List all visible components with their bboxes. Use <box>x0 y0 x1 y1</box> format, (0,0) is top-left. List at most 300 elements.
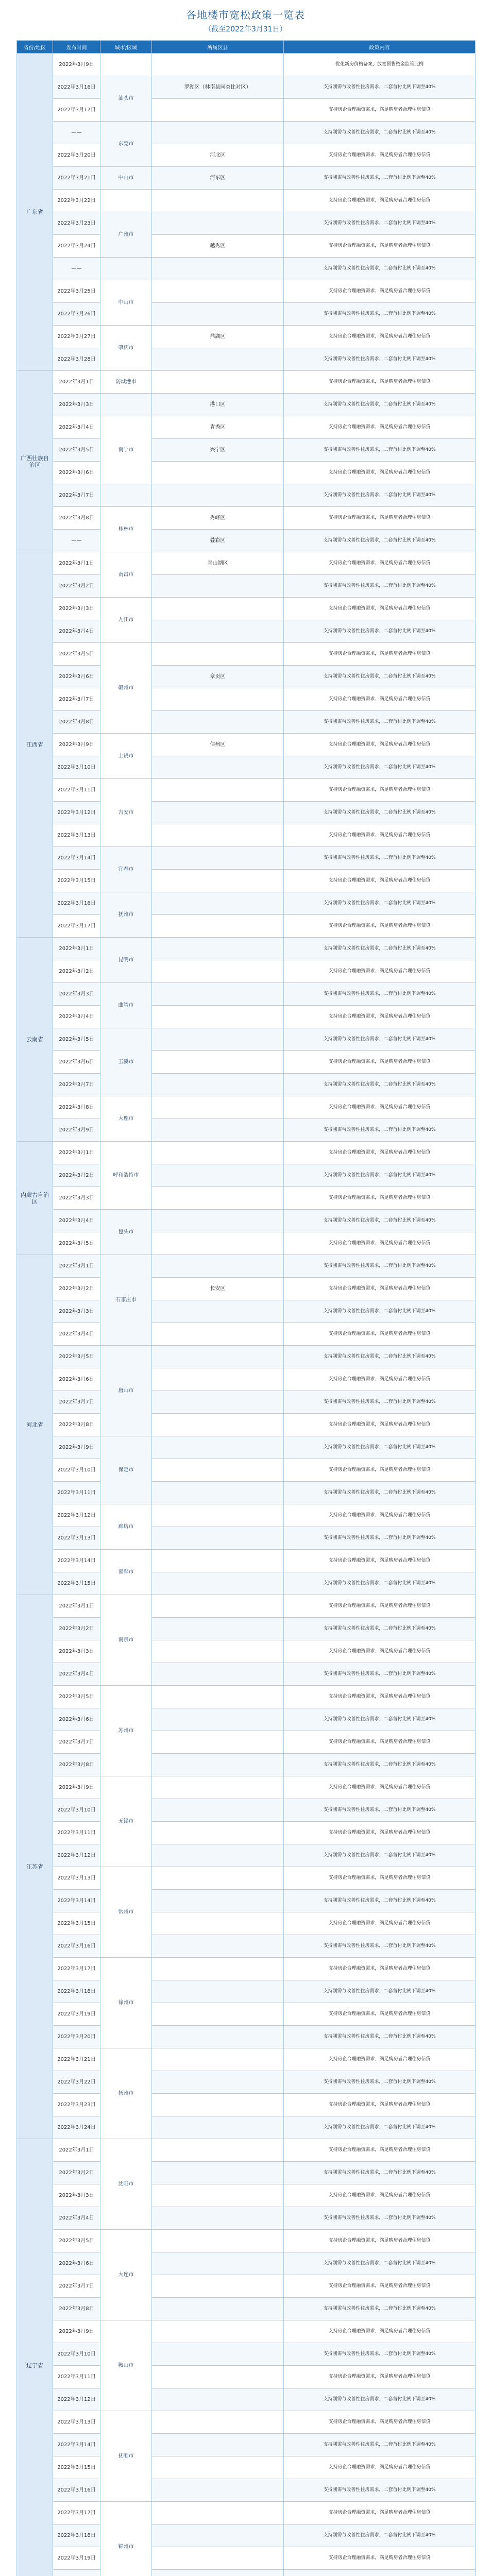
date-cell: 2022年3月16日 <box>53 1935 100 1958</box>
district-cell: 秀峰区 <box>152 507 284 530</box>
city-cell: 桂林市 <box>100 507 152 552</box>
date-cell: 2022年3月4日 <box>53 1323 100 1346</box>
date-cell: 2022年3月6日 <box>53 1051 100 1074</box>
table-row <box>17 552 476 575</box>
district-cell <box>152 2502 284 2524</box>
city-cell: 扬州市 <box>100 2048 152 2139</box>
content-cell: 支持刚需与改善性住房需求，二套首付比例下调至40% <box>284 76 476 99</box>
district-cell <box>152 371 284 394</box>
date-cell: 2022年3月5日 <box>53 439 100 462</box>
date-cell: 2022年3月27日 <box>53 326 100 348</box>
district-cell <box>152 960 284 983</box>
table-row <box>17 1731 476 1754</box>
table-row <box>17 1232 476 1255</box>
content-cell: 支持刚需与改善性住房需求，二套首付比例下调至40% <box>284 1663 476 1686</box>
district-cell <box>152 1504 284 1527</box>
title-block <box>0 0 491 40</box>
date-cell: 2022年3月5日 <box>53 2230 100 2252</box>
content-cell: 支持刚需与改善性住房需求，二套首付比例下调至40% <box>284 802 476 824</box>
district-cell <box>152 1776 284 1799</box>
header-content: 政策内容 <box>284 41 476 54</box>
date-cell: 2022年3月12日 <box>53 802 100 824</box>
table-row <box>17 2434 476 2456</box>
date-cell: 2022年3月3日 <box>53 1300 100 1323</box>
date-cell: 2022年3月7日 <box>53 1074 100 1096</box>
date-cell: 2022年3月24日 <box>53 2116 100 2139</box>
content-cell: 支持房企合理融资需求，满足购房者合理住房信贷 <box>284 2320 476 2343</box>
content-cell: 支持房企合理融资需求，满足购房者合理住房信贷 <box>284 824 476 847</box>
content-cell: 支持刚需与改善性住房需求，二套首付比例下调至40% <box>284 2116 476 2139</box>
date-cell: 2022年3月9日 <box>53 1776 100 1799</box>
content-cell: 支持房企合理融资需求，满足购房者合理住房信贷 <box>284 326 476 348</box>
content-cell: 支持刚需与改善性住房需求，二套首付比例下调至40% <box>284 892 476 915</box>
district-cell <box>152 1119 284 1142</box>
province-cell: 河北省 <box>17 1255 53 1595</box>
table-row <box>17 2048 476 2071</box>
table-row <box>17 326 476 348</box>
content-cell: 支持刚需与改善性住房需求，二套首付比例下调至40% <box>284 1618 476 1640</box>
district-cell <box>152 1436 284 1459</box>
district-cell: 越秀区 <box>152 235 284 258</box>
district-cell <box>152 1912 284 1935</box>
table-row <box>17 666 476 688</box>
date-cell: 2022年3月3日 <box>53 598 100 620</box>
content-cell <box>284 2570 476 2576</box>
table-row <box>17 1482 476 1504</box>
content-cell: 支持刚需与改善性住房需求，二套首付比例下调至40% <box>284 756 476 779</box>
content-cell: 支持刚需与改善性住房需求，二套首付比例下调至40% <box>284 983 476 1006</box>
content-cell: 支持房企合理融资需求，满足购房者合理住房信贷 <box>284 2139 476 2162</box>
date-cell: 2022年3月2日 <box>53 2162 100 2184</box>
content-cell: 支持刚需与改善性住房需求，二套首付比例下调至40% <box>284 2252 476 2275</box>
province-cell: 江西省 <box>17 552 53 938</box>
city-cell: 唐山市 <box>100 1346 152 1436</box>
date-cell: 2022年3月23日 <box>53 2094 100 2116</box>
content-cell: 支持房企合理融资需求，满足购房者合理住房信贷 <box>284 2502 476 2524</box>
district-cell <box>152 2116 284 2139</box>
district-cell <box>152 1527 284 1550</box>
date-cell: 2022年3月3日 <box>53 1187 100 1210</box>
table-row <box>17 2411 476 2434</box>
table-row <box>17 847 476 870</box>
district-cell <box>152 2434 284 2456</box>
district-cell <box>152 1142 284 1164</box>
city-cell: 南京市 <box>100 1595 152 1686</box>
content-cell: 支持刚需与改善性住房需求，二套首付比例下调至40% <box>284 1527 476 1550</box>
content-cell: 支持刚需与改善性住房需求，二套首付比例下调至40% <box>284 1300 476 1323</box>
content-cell: 支持房企合理融资需求，满足购房者合理住房信贷 <box>284 507 476 530</box>
district-cell <box>152 2298 284 2320</box>
table-row <box>17 462 476 484</box>
date-cell: 2022年3月1日 <box>53 552 100 575</box>
content-cell: 支持刚需与改善性住房需求，二套首付比例下调至40% <box>284 2479 476 2502</box>
date-cell: 2022年3月9日 <box>53 1119 100 1142</box>
district-cell <box>152 2184 284 2207</box>
table-row <box>17 1074 476 1096</box>
district-cell <box>152 2048 284 2071</box>
content-cell: 支持房企合理融资需求，满足购房者合理住房信贷 <box>284 1686 476 1708</box>
content-cell: 支持刚需与改善性住房需求，二套首付比例下调至40% <box>284 2071 476 2094</box>
content-cell: 支持房企合理融资需求，满足购房者合理住房信贷 <box>284 235 476 258</box>
date-cell: 2022年3月2日 <box>53 575 100 598</box>
table-row <box>17 1686 476 1708</box>
date-cell: 2022年3月15日 <box>53 870 100 892</box>
city-cell: 昆明市 <box>100 938 152 983</box>
content-cell: 支持刚需与改善性住房需求，二套首付比例下调至40% <box>284 1482 476 1504</box>
policy-table-wrap <box>16 40 475 2576</box>
table-row <box>17 1980 476 2003</box>
district-cell <box>152 2320 284 2343</box>
date-cell: 2022年3月15日 <box>53 1912 100 1935</box>
date-cell: 2022年3月1日 <box>53 1255 100 1278</box>
date-cell: 2022年3月24日 <box>53 235 100 258</box>
district-cell <box>152 2547 284 2570</box>
district-cell <box>152 1300 284 1323</box>
date-cell: 2022年3月6日 <box>53 1368 100 1391</box>
district-cell <box>152 575 284 598</box>
district-cell <box>152 1391 284 1414</box>
district-cell <box>152 2252 284 2275</box>
date-cell: 2022年3月12日 <box>53 2388 100 2411</box>
date-cell: 2022年3月7日 <box>53 688 100 711</box>
district-cell <box>152 1958 284 1980</box>
content-cell: 支持刚需与改善性住房需求，二套首付比例下调至40% <box>284 1890 476 1912</box>
district-cell <box>152 756 284 779</box>
city-cell <box>100 190 152 212</box>
city-cell: 九江市 <box>100 598 152 643</box>
city-cell: 南宁市 <box>100 416 152 484</box>
district-cell <box>152 2003 284 2026</box>
city-cell: 汕头市 <box>100 76 152 122</box>
table-row <box>17 1822 476 1844</box>
date-cell: 2022年3月1日 <box>53 2139 100 2162</box>
content-cell: 支持房企合理融资需求，满足购房者合理住房信贷 <box>284 2184 476 2207</box>
table-row <box>17 2003 476 2026</box>
date-cell: 2022年3月6日 <box>53 462 100 484</box>
district-cell <box>152 2570 284 2576</box>
content-cell: 支持房企合理融资需求，满足购房者合理住房信贷 <box>284 2366 476 2388</box>
table-row <box>17 394 476 416</box>
district-cell <box>152 1323 284 1346</box>
city-cell: 东莞市 <box>100 122 152 167</box>
content-cell: 支持房企合理融资需求，满足购房者合理住房信贷 <box>284 1504 476 1527</box>
table-row <box>17 371 476 394</box>
date-cell: 2022年3月3日 <box>53 2184 100 2207</box>
date-cell: 2022年3月11日 <box>53 1482 100 1504</box>
date-cell: 2022年3月12日 <box>53 1844 100 1867</box>
table-row <box>17 575 476 598</box>
date-cell: 2022年3月19日 <box>53 2547 100 2570</box>
content-cell: 支持房企合理融资需求，满足购房者合理住房信贷 <box>284 1867 476 1890</box>
district-cell <box>152 2388 284 2411</box>
table-row <box>17 938 476 960</box>
table-row <box>17 167 476 190</box>
date-cell: 2022年3月2日 <box>53 1164 100 1187</box>
header-district: 所属区县 <box>152 41 284 54</box>
city-cell <box>100 484 152 507</box>
content-cell: 支持房企合理融资需求，满足购房者合理住房信贷 <box>284 1595 476 1618</box>
content-cell: 支持房企合理融资需求，满足购房者合理住房信贷 <box>284 960 476 983</box>
table-row <box>17 688 476 711</box>
date-cell: 2022年3月1日 <box>53 1142 100 1164</box>
table-row <box>17 1368 476 1391</box>
table-row <box>17 892 476 915</box>
date-cell: 2022年3月20日 <box>53 2026 100 2048</box>
date-cell: 2022年3月5日 <box>53 1686 100 1708</box>
content-cell: 支持房企合理融资需求，满足购房者合理住房信贷 <box>284 870 476 892</box>
table-row <box>17 643 476 666</box>
district-cell <box>152 1890 284 1912</box>
date-cell: 2022年3月4日 <box>53 1006 100 1028</box>
city-cell: 无锡市 <box>100 1776 152 1867</box>
district-cell <box>152 303 284 326</box>
district-cell <box>152 1935 284 1958</box>
city-cell: 抚州市 <box>100 892 152 938</box>
table-row <box>17 1890 476 1912</box>
date-cell: 2022年3月11日 <box>53 779 100 802</box>
date-cell: 2022年3月10日 <box>53 756 100 779</box>
content-cell: 支持房企合理融资需求，满足购房者合理住房信贷 <box>284 552 476 575</box>
table-row <box>17 1527 476 1550</box>
table-row <box>17 190 476 212</box>
table-row <box>17 1187 476 1210</box>
district-cell <box>152 983 284 1006</box>
district-cell <box>152 1640 284 1663</box>
city-cell: 玉溪市 <box>100 1028 152 1096</box>
content-cell: 支持房企合理融资需求，满足购房者合理住房信贷 <box>284 1051 476 1074</box>
district-cell <box>152 1844 284 1867</box>
date-cell: 2022年3月16日 <box>53 76 100 99</box>
date-cell: 2022年3月16日 <box>53 892 100 915</box>
content-cell: 支持刚需与改善性住房需求，二套首付比例下调至40% <box>284 1346 476 1368</box>
content-cell: 支持刚需与改善性住房需求，二套首付比例下调至40% <box>284 847 476 870</box>
district-cell <box>152 1187 284 1210</box>
district-cell <box>152 1006 284 1028</box>
district-cell <box>152 484 284 507</box>
city-cell <box>100 54 152 76</box>
district-cell <box>152 2230 284 2252</box>
content-cell: 支持刚需与改善性住房需求，二套首付比例下调至40% <box>284 1708 476 1731</box>
district-cell: 青秀区 <box>152 416 284 439</box>
date-cell: 2022年3月2日 <box>53 1278 100 1300</box>
content-cell: 支持房企合理融资需求，满足购房者合理住房信贷 <box>284 1776 476 1799</box>
date-cell: 2022年3月16日 <box>53 2479 100 2502</box>
district-cell: 河北区 <box>152 144 284 167</box>
city-cell: 吉安市 <box>100 779 152 847</box>
date-cell: 2022年3月14日 <box>53 847 100 870</box>
content-cell: 支持刚需与改善性住房需求，二套首付比例下调至40% <box>284 1436 476 1459</box>
content-cell: 支持房企合理融资需求，满足购房者合理住房信贷 <box>284 1142 476 1164</box>
table-row <box>17 1935 476 1958</box>
content-cell: 支持房企合理融资需求，满足购房者合理住房信贷 <box>284 190 476 212</box>
content-cell: 支持房企合理融资需求，满足购房者合理住房信贷 <box>284 688 476 711</box>
table-row <box>17 2320 476 2343</box>
city-cell: 大连市 <box>100 2230 152 2320</box>
city-cell: 曲靖市 <box>100 983 152 1028</box>
city-cell: 肇庆市 <box>100 326 152 371</box>
content-cell: 支持刚需与改善性住房需求，二套首付比例下调至40% <box>284 1799 476 1822</box>
content-cell: 支持房企合理融资需求，满足购房者合理住房信贷 <box>284 2094 476 2116</box>
district-cell <box>152 2275 284 2298</box>
table-row <box>17 734 476 756</box>
city-cell <box>100 258 152 280</box>
content-cell: 支持刚需与改善性住房需求，二套首付比例下调至40% <box>284 1844 476 1867</box>
date-cell: 2022年3月14日 <box>53 2434 100 2456</box>
city-cell: 抚顺市 <box>100 2411 152 2502</box>
date-cell: 2022年3月2日 <box>53 1618 100 1640</box>
city-cell: 徐州市 <box>100 1958 152 2048</box>
content-cell: 支持刚需与改善性住房需求，二套首付比例下调至40% <box>284 530 476 552</box>
table-row <box>17 1844 476 1867</box>
content-cell: 支持刚需与改善性住房需求，二套首付比例下调至40% <box>284 2343 476 2366</box>
date-cell: 2022年3月8日 <box>53 711 100 734</box>
district-cell: 港口区 <box>152 394 284 416</box>
date-cell: 2022年3月18日 <box>53 2524 100 2547</box>
content-cell: 优化新房价格备案，放宽预售资金监管比例 <box>284 54 476 76</box>
date-cell: 2022年3月9日 <box>53 2320 100 2343</box>
city-cell <box>100 394 152 416</box>
table-row <box>17 54 476 76</box>
district-cell <box>152 348 284 371</box>
province-cell: 云南省 <box>17 938 53 1142</box>
table-row <box>17 2026 476 2048</box>
table-row <box>17 1210 476 1232</box>
date-cell: 2022年3月15日 <box>53 1572 100 1595</box>
district-cell <box>152 1550 284 1572</box>
table-row <box>17 212 476 235</box>
city-cell: 沈阳市 <box>100 2139 152 2230</box>
table-row <box>17 258 476 280</box>
table-row <box>17 303 476 326</box>
content-cell: 支持刚需与改善性住房需求，二套首付比例下调至40% <box>284 394 476 416</box>
city-cell: 呼和浩特市 <box>100 1142 152 1210</box>
date-cell: 2022年3月6日 <box>53 1708 100 1731</box>
table-row <box>17 1346 476 1368</box>
content-cell: 支持房企合理融资需求，满足购房者合理住房信贷 <box>284 598 476 620</box>
district-cell <box>152 688 284 711</box>
table-row <box>17 2298 476 2320</box>
table-row <box>17 824 476 847</box>
table-row <box>17 2116 476 2139</box>
district-cell <box>152 1051 284 1074</box>
district-cell <box>152 1232 284 1255</box>
date-cell: 2022年3月17日 <box>53 915 100 938</box>
date-cell: 2022年3月14日 <box>53 1550 100 1572</box>
date-cell: 2022年3月7日 <box>53 2275 100 2298</box>
content-cell: 支持房企合理融资需求，满足购房者合理住房信贷 <box>284 280 476 303</box>
table-row <box>17 1278 476 1300</box>
date-cell: 2022年3月21日 <box>53 167 100 190</box>
city-cell: 石家庄市 <box>100 1255 152 1346</box>
district-cell <box>152 2343 284 2366</box>
date-cell: 2022年3月22日 <box>53 2071 100 2094</box>
content-cell: 支持刚需与改善性住房需求，二套首付比例下调至40% <box>284 620 476 643</box>
content-cell: 支持房企合理融资需求，满足购房者合理住房信贷 <box>284 915 476 938</box>
district-cell <box>152 870 284 892</box>
district-cell <box>152 1459 284 1482</box>
city-cell: 大理市 <box>100 1096 152 1142</box>
district-cell <box>152 2524 284 2547</box>
content-cell: 支持刚需与改善性住房需求，二套首付比例下调至40% <box>284 348 476 371</box>
content-cell: 支持刚需与改善性住房需求，二套首付比例下调至40% <box>284 212 476 235</box>
date-cell: 2022年3月15日 <box>53 2456 100 2479</box>
date-cell: 2022年3月2日 <box>53 960 100 983</box>
content-cell: 支持刚需与改善性住房需求，二套首付比例下调至40% <box>284 1255 476 1278</box>
table-row <box>17 2366 476 2388</box>
table-row <box>17 1618 476 1640</box>
date-cell: 2022年3月19日 <box>53 2003 100 2026</box>
table-header-row <box>17 41 476 54</box>
page-title: 各地楼市宽松政策一览表 <box>186 8 305 21</box>
content-cell: 支持房企合理融资需求，满足购房者合理住房信贷 <box>284 2230 476 2252</box>
content-cell: 支持房企合理融资需求，满足购房者合理住房信贷 <box>284 1187 476 1210</box>
table-row <box>17 1142 476 1164</box>
district-cell <box>152 620 284 643</box>
content-cell: 支持房企合理融资需求，满足购房者合理住房信贷 <box>284 779 476 802</box>
table-row <box>17 2479 476 2502</box>
date-cell <box>53 2570 100 2576</box>
date-cell: 2022年3月8日 <box>53 1096 100 1119</box>
table-row <box>17 711 476 734</box>
content-cell: 支持刚需与改善性住房需求，二套首付比例下调至40% <box>284 1074 476 1096</box>
district-cell <box>152 1346 284 1368</box>
city-cell: 廊坊市 <box>100 1504 152 1550</box>
table-row <box>17 1776 476 1799</box>
table-row <box>17 1504 476 1527</box>
date-cell: 2022年3月3日 <box>53 394 100 416</box>
content-cell: 支持刚需与改善性住房需求，二套首付比例下调至40% <box>284 2026 476 2048</box>
district-cell <box>152 2139 284 2162</box>
table-row <box>17 1754 476 1776</box>
table-row <box>17 76 476 99</box>
table-row <box>17 99 476 122</box>
district-cell <box>152 598 284 620</box>
district-cell <box>152 2071 284 2094</box>
district-cell <box>152 258 284 280</box>
date-cell: —— <box>53 530 100 552</box>
policy-table <box>16 40 476 2576</box>
content-cell: 支持房企合理融资需求，满足购房者合理住房信贷 <box>284 1731 476 1754</box>
content-cell: 支持刚需与改善性住房需求，二套首付比例下调至40% <box>284 2207 476 2230</box>
district-cell <box>152 2411 284 2434</box>
district-cell <box>152 1164 284 1187</box>
district-cell: 罗湖区（林南县同类比对区） <box>152 76 284 99</box>
district-cell <box>152 54 284 76</box>
district-cell <box>152 1414 284 1436</box>
date-cell: 2022年3月5日 <box>53 1232 100 1255</box>
district-cell <box>152 1572 284 1595</box>
table-row <box>17 1799 476 1822</box>
table-row <box>17 2139 476 2162</box>
date-cell: 2022年3月8日 <box>53 507 100 530</box>
district-cell <box>152 280 284 303</box>
table-row <box>17 1028 476 1051</box>
content-cell: 支持房企合理融资需求，满足购房者合理住房信贷 <box>284 2456 476 2479</box>
date-cell: 2022年3月3日 <box>53 983 100 1006</box>
table-row <box>17 1867 476 1890</box>
content-cell: 支持刚需与改善性住房需求，二套首付比例下调至40% <box>284 1935 476 1958</box>
table-row <box>17 2570 476 2576</box>
content-cell: 支持刚需与改善性住房需求，二套首付比例下调至40% <box>284 1210 476 1232</box>
date-cell: 2022年3月7日 <box>53 1731 100 1754</box>
table-row <box>17 2252 476 2275</box>
content-cell: 支持房企合理融资需求，满足购房者合理住房信贷 <box>284 1096 476 1119</box>
content-cell: 支持房企合理融资需求，满足购房者合理住房信贷 <box>284 2003 476 2026</box>
table-body <box>17 54 476 2576</box>
province-cell: 江苏省 <box>17 1595 53 2139</box>
table-row <box>17 1572 476 1595</box>
district-cell <box>152 1663 284 1686</box>
